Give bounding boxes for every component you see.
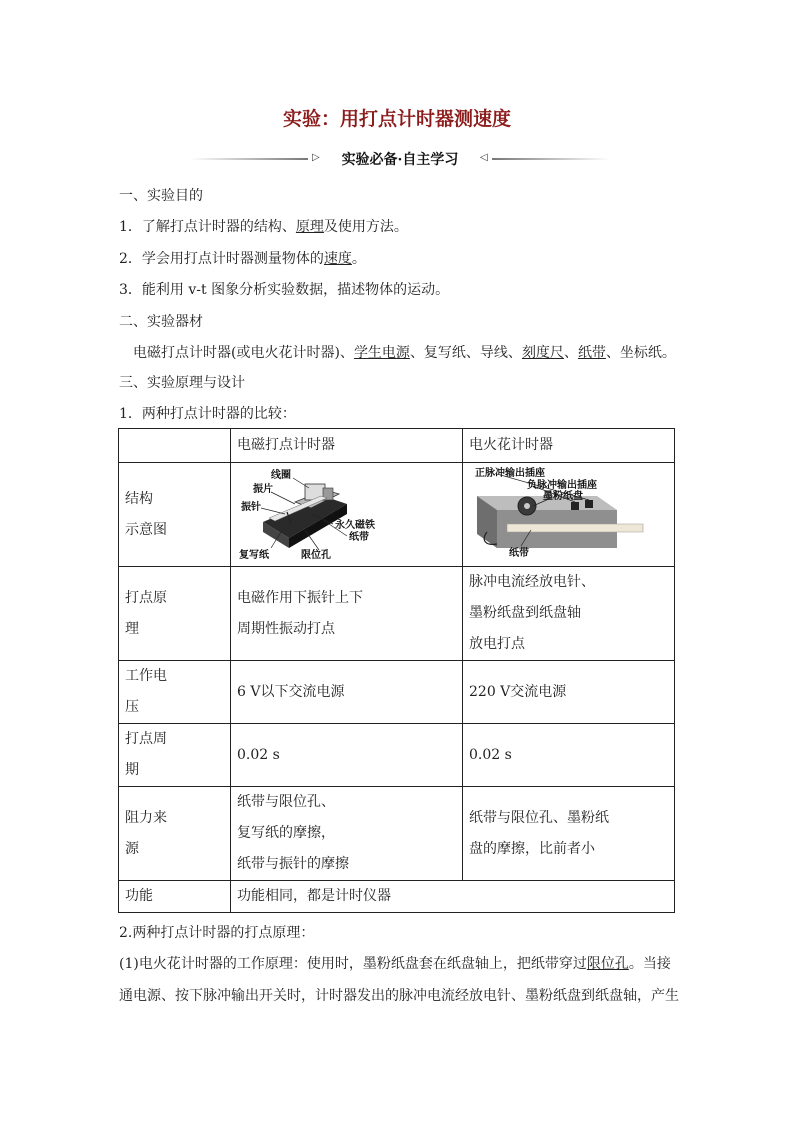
cell-voltage-em: 6 V以下交流电源 [231, 661, 463, 724]
banner-text: 实验必备·自主学习 [341, 152, 459, 168]
spark-timer-diagram [467, 466, 665, 564]
label-carbon-paper: 复写纸 [239, 549, 269, 561]
label-negative-pulse-socket: 负脉冲输出插座 [527, 479, 597, 491]
equipment-list: 电磁打点计时器(或电火花计时器)、学生电源、复写纸、导线、刻度尺、纸带、坐标纸。 [133, 345, 676, 361]
purpose-item-2: 2．学会用打点计时器测量物体的速度。 [119, 251, 366, 267]
label-vibrating-needle: 振针 [241, 501, 261, 513]
row-label-function: 功能 [119, 881, 231, 913]
table-row-header [119, 429, 675, 463]
cell-function-merged: 功能相同，都是计时仪器 [231, 881, 675, 913]
table-row-function [119, 881, 675, 913]
section-banner [190, 149, 610, 169]
electromagnetic-timer-diagram-cell [231, 463, 463, 567]
heading-principle: 三、实验原理与设计 [119, 375, 245, 391]
purpose-item-3: 3．能利用 v-t 图象分析实验数据，描述物体的运动。 [119, 282, 450, 298]
label-vibrating-plate: 振片 [253, 483, 273, 495]
banner-arrow-right-icon: ▷ [312, 152, 320, 163]
heading-purpose: 一、实验目的 [119, 188, 203, 204]
label-toner-disc: 墨粉纸盘 [543, 490, 583, 502]
banner-arrow-left-icon: ◁ [480, 152, 488, 163]
purpose-item-1: 1．了解打点计时器的结构、原理及使用方法。 [119, 219, 408, 235]
subheading-compare: 1．两种打点计时器的比较： [119, 406, 296, 422]
spark-timer-diagram-cell [463, 463, 675, 567]
table-row-period [119, 724, 675, 787]
label-paper-tape-spark: 纸带 [509, 547, 529, 559]
header-cell-empty [119, 429, 231, 463]
table-row-principle [119, 567, 675, 661]
row-label-principle: 打点原 理 [119, 567, 231, 661]
header-cell-electromagnetic: 电磁打点计时器 [231, 429, 463, 463]
paragraph-spark-principle-line2: 通电源、按下脉冲输出开关时，计时器发出的脉冲电流经放电针、墨粉纸盘到纸盘轴，产生 [119, 988, 679, 1004]
label-paper-tape-em: 纸带 [349, 531, 369, 543]
table-row-structure [119, 463, 675, 567]
label-limit-hole: 限位孔 [301, 549, 331, 561]
row-label-voltage: 工作电 压 [119, 661, 231, 724]
subheading-principle-2: 2.两种打点计时器的打点原理： [119, 925, 315, 941]
heading-equipment: 二、实验器材 [119, 314, 203, 330]
electromagnetic-timer-diagram [235, 466, 445, 564]
cell-principle-em: 电磁作用下振针上下 周期性振动打点 [231, 567, 463, 661]
cell-period-spark: 0.02 s [463, 724, 675, 787]
paragraph-spark-principle-line1: (1)电火花计时器的工作原理：使用时，墨粉纸盘套在纸盘轴上，把纸带穿过限位孔。当接 [119, 956, 671, 972]
table-row-voltage [119, 661, 675, 724]
label-permanent-magnet: 永久磁铁 [335, 519, 375, 531]
cell-resistance-spark: 纸带与限位孔、墨粉纸 盘的摩擦，比前者小 [463, 787, 675, 881]
cell-principle-spark: 脉冲电流经放电针、 墨粉纸盘到纸盘轴 放电打点 [463, 567, 675, 661]
banner-line-left [190, 158, 308, 160]
banner-line-right [492, 158, 610, 160]
label-coil: 线圈 [271, 469, 291, 481]
page-title: 实验：用打点计时器测速度 [282, 108, 511, 130]
row-label-resistance: 阻力来 源 [119, 787, 231, 881]
cell-resistance-em: 纸带与限位孔、 复写纸的摩擦， 纸带与振针的摩擦 [231, 787, 463, 881]
header-cell-spark: 电火花计时器 [463, 429, 675, 463]
comparison-table [118, 428, 675, 913]
row-label-structure: 结构 示意图 [119, 463, 231, 567]
cell-voltage-spark: 220 V交流电源 [463, 661, 675, 724]
table-row-resistance [119, 787, 675, 881]
row-label-period: 打点周 期 [119, 724, 231, 787]
label-positive-pulse-socket: 正脉冲输出插座 [475, 467, 545, 479]
cell-period-em: 0.02 s [231, 724, 463, 787]
